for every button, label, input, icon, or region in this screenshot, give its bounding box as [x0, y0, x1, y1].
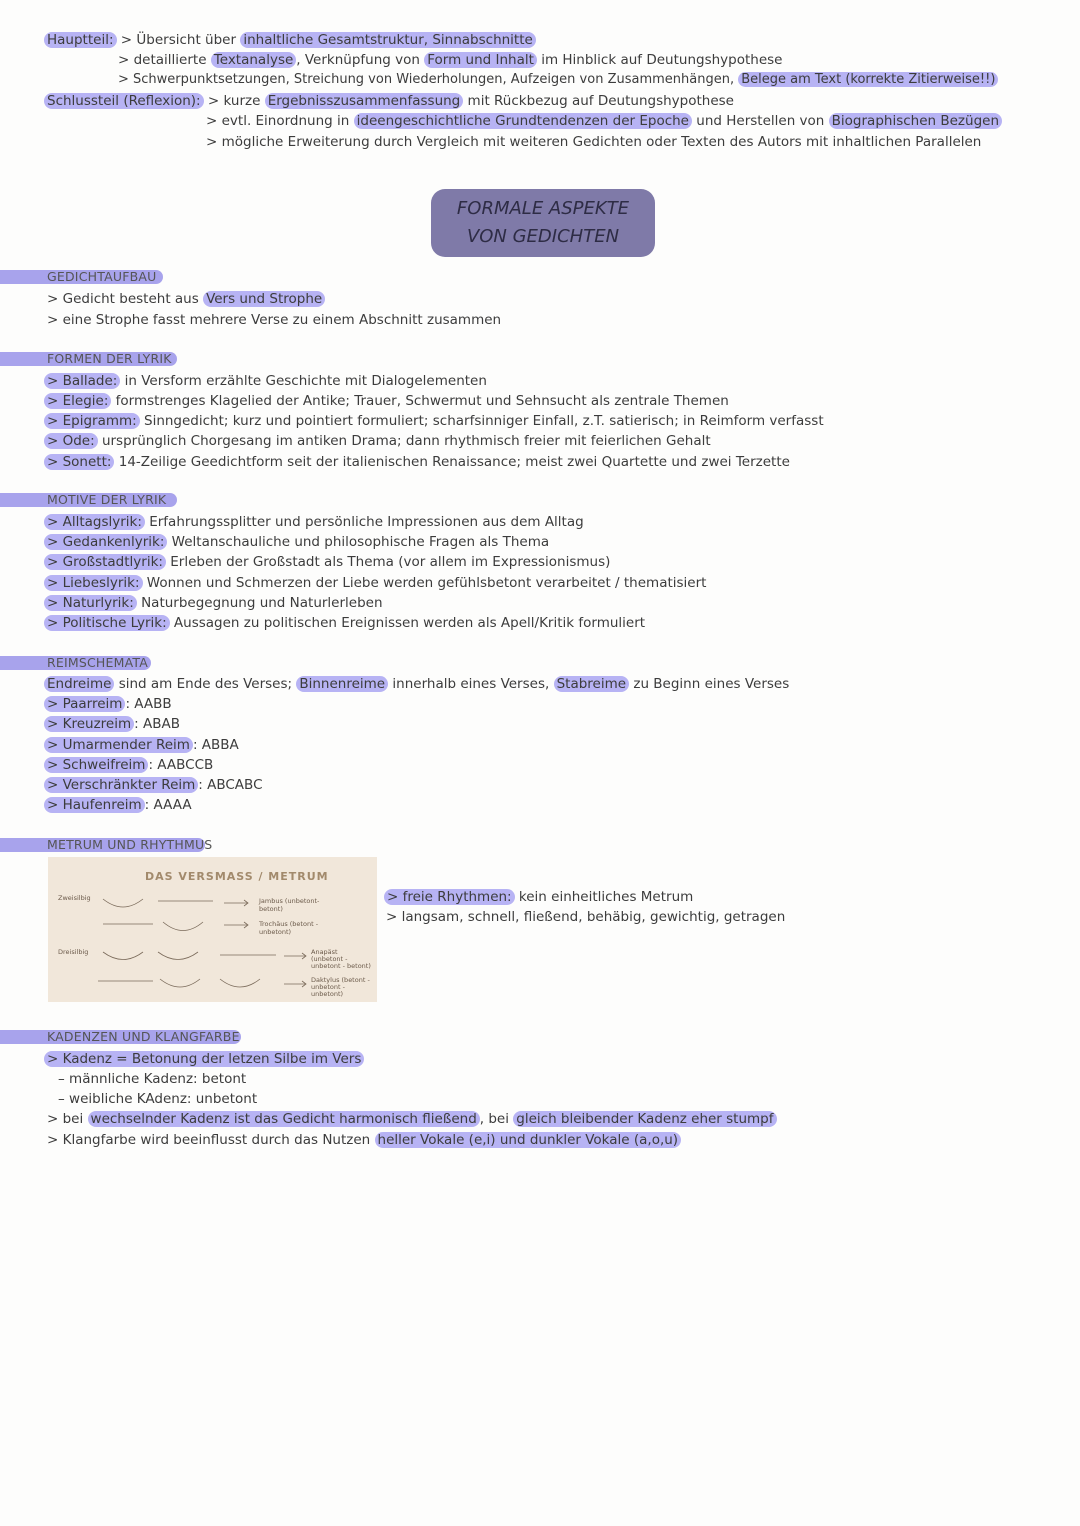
schluss-line-3: > mögliche Erweiterung durch Vergleich mit weiteren Gedichten oder Texten des Autors mit inhaltlichen Parallelen — [206, 134, 982, 150]
section-title-reim: REIMSCHEMATA — [47, 655, 148, 670]
hauptteil-line-1: Hauptteil: > Übersicht über inhaltliche Gesamtstruktur, Sinnabschnitte — [44, 31, 536, 49]
section-title-motive: MOTIVE DER LYRIK — [47, 492, 167, 507]
section-title-formen: FORMEN DER LYRIK — [47, 351, 172, 366]
list-item: > Verschränkter Reim : ABCABC — [44, 776, 263, 794]
list-item: > Ode: ursprünglich Chorgesang im antiken Drama; dann rhythmisch freier mit feierlichen Gehalt — [44, 432, 711, 450]
list-item: > Paarreim : AABB — [44, 695, 172, 713]
section-title-kadenzen: KADENZEN UND KLANGFARBE — [47, 1029, 240, 1044]
versmass-diagram — [48, 857, 377, 1002]
diagram-label-anapaest: Anapäst (unbetont - unbetont - betont) — [311, 948, 371, 970]
hauptteil-line-3: > Schwerpunktsetzungen, Streichung von Wiederholungen, Aufzeigen von Zusammenhängen, Belege am Text (korrekte Zitierweise!!) — [118, 71, 998, 89]
diagram-heading: DAS VERSMASS / METRUM — [145, 870, 329, 883]
list-item: > Politische Lyrik: Aussagen zu politischen Ereignissen werden als Apell/Kritik formuliert — [44, 614, 645, 632]
section-banner: FORMALE ASPEKTE VON GEDICHTEN — [431, 189, 655, 257]
list-item: > Ballade: in Versform erzählte Geschichte mit Dialogelementen — [44, 372, 487, 390]
rhythmus-line-2: > langsam, schnell, fließend, behäbig, gewichtig, getragen — [386, 909, 786, 925]
list-item: > Epigramm: Sinngedicht; kurz und pointiert formuliert; scharfsinniger Einfall, z.T. satierisch; in Reimform verfasst — [44, 412, 824, 430]
diagram-label-jambus: Jambus (unbetont-betont) — [259, 897, 320, 913]
list-item: > Kreuzreim : ABAB — [44, 715, 180, 733]
list-item: > Alltagslyrik: Erfahrungssplitter und persönliche Impressionen aus dem Alltag — [44, 513, 584, 531]
hauptteil-label: Hauptteil: — [44, 32, 117, 48]
schluss-line-1: Schlussteil (Reflexion): > kurze Ergebnisszusammenfassung mit Rückbezug auf Deutungshypothese — [44, 92, 734, 110]
kadenzen-line-2: – männliche Kadenz: betont — [58, 1071, 247, 1087]
gedichtaufbau-line-2: > eine Strophe fasst mehrere Verse zu einem Abschnitt zusammen — [47, 312, 502, 328]
diagram-label-zweisilbig: Zweisilbig — [58, 894, 91, 902]
schluss-line-2: > evtl. Einordnung in ideengeschichtliche Grundtendenzen der Epoche und Herstellen von Biographischen Bezügen — [206, 112, 1002, 130]
kadenzen-line-4: > bei wechselnder Kadenz ist das Gedicht harmonisch fließend , bei gleich bleibender Kadenz eher stumpf — [47, 1110, 777, 1128]
gedichtaufbau-line-1: > Gedicht besteht aus Vers und Strophe — [47, 290, 325, 308]
list-item: > Gedankenlyrik: Weltanschauliche und philosophische Fragen als Thema — [44, 533, 549, 551]
list-item: > Großstadtlyrik: Erleben der Großstadt als Thema (vor allem im Expressionismus) — [44, 553, 610, 571]
list-item: > Naturlyrik: Naturbegegnung und Naturlerleben — [44, 594, 383, 612]
diagram-label-daktylus: Daktylus (betont - unbetont - unbetont) — [311, 976, 370, 998]
schluss-label: Schlussteil (Reflexion): — [44, 93, 204, 109]
metrum-symbols — [48, 857, 377, 1002]
list-item: > Umarmender Reim : ABBA — [44, 736, 239, 754]
diagram-label-trochaeus: Trochäus (betont - unbetont) — [259, 920, 319, 936]
list-item: > Schweifreim : AABCCB — [44, 756, 213, 774]
diagram-label-dreisilbig: Dreisilbig — [58, 948, 89, 956]
kadenzen-line-3: – weibliche KAdenz: unbetont — [58, 1091, 258, 1107]
kadenzen-line-5: > Klangfarbe wird beeinflusst durch das Nutzen heller Vokale (e,i) und dunkler Vokale (a,o,u) — [47, 1131, 681, 1149]
list-item: > Sonett: 14-Zeilige Geedichtform seit der italienischen Renaissance; meist zwei Quartette und zwei Terzette — [44, 453, 790, 471]
list-item: > Liebeslyrik: Wonnen und Schmerzen der Liebe werden gefühlsbetont verarbeitet / thematisiert — [44, 574, 706, 592]
hauptteil-line-2: > detaillierte Textanalyse , Verknüpfung von Form und Inhalt im Hinblick auf Deutungshypothese — [118, 52, 783, 68]
rhythmus-line-1: > freie Rhythmen: kein einheitliches Metrum — [384, 888, 693, 906]
list-item: > Elegie: formstrenges Klagelied der Antike; Trauer, Schwermut und Sehnsucht als zentrale Themen — [44, 392, 729, 410]
list-item: > Haufenreim : AAAA — [44, 796, 192, 814]
section-title-metrum: METRUM UND RHYTHMUS — [47, 837, 213, 852]
section-title-gedichtaufbau: GEDICHTAUFBAU — [47, 269, 157, 284]
reim-intro: Endreime sind am Ende des Verses; Binnenreime innerhalb eines Verses, Stabreime zu Beginn eines Verses — [44, 675, 789, 693]
kadenzen-line-1: > Kadenz = Betonung der letzen Silbe im Vers — [44, 1050, 364, 1068]
